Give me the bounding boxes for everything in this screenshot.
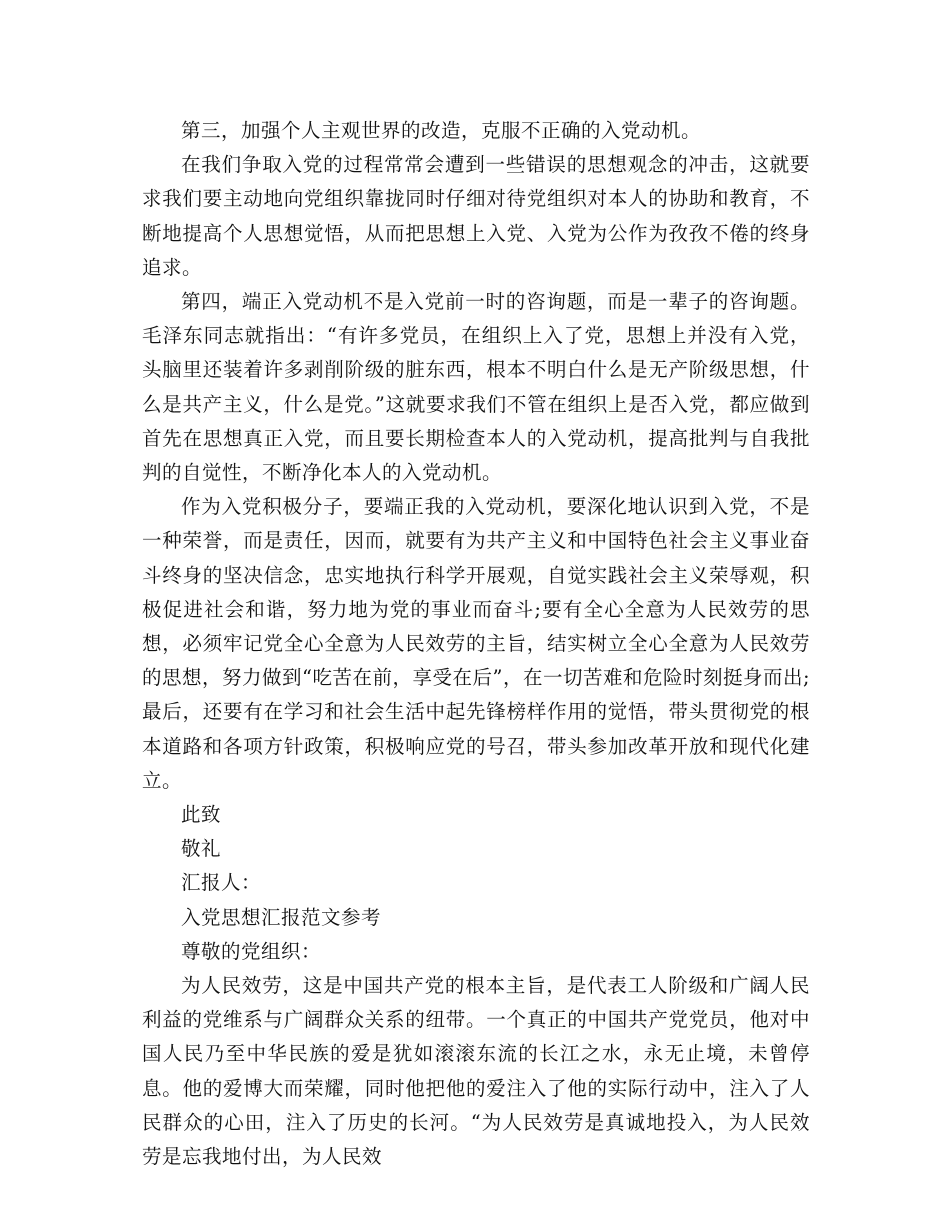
closing-salutation: 此致 — [181, 803, 222, 827]
paragraph-point-four: 第四，端正入党动机不是入党前一时的咨询题，而是一辈子的咨询题。毛泽东同志就指出：“有许多党员，在组织上入了党，思想上并没有入党，头脑里还装着许多剥削阶级的脏东西，根本不明白什么是无产阶级思想，什么是共产主义，什么是党。”这就要求我们不管在组织上是否入党，都应做到首先在思想真正入党，而且要长期检查本人的入党动机，提高批判与自我批判的自觉性，不断净化本人的入党动机。 — [142, 290, 810, 485]
greeting: 尊敬的党组织： — [181, 939, 322, 963]
section-title: 入党思想汇报范文参考 — [181, 905, 382, 929]
reporter-label: 汇报人： — [181, 871, 262, 895]
paragraph-struggle: 在我们争取入党的过程常常会遭到一些错误的思想观念的冲击，这就要求我们要主动地向党组织靠拢同时仔细对待党组织对本人的协助和教育，不断地提高个人思想觉悟，从而把思想上入党、入党为公作为孜孜不倦的终身追求。 — [142, 153, 810, 279]
paragraph-point-three: 第三，加强个人主观世界的改造，克服不正确的入党动机。 — [181, 119, 702, 142]
paragraph-serve-people: 为人民效劳，这是中国共产党的根本主旨，是代表工人阶级和广阔人民利益的党维系与广阔群众关系的纽带。一个真正的中国共产党党员，他对中国人民乃至中华民族的爱是犹如滚滚东流的长江之水，永无止境，未曾停息。他的爱博大而荣耀，同时他把他的爱注入了他的实际行动中，注入了人民群众的心田，注入了历史的长河。“为人民效劳是真诚地投入，为人民效劳是忘我地付出，为人民效 — [142, 974, 810, 1169]
document-body — [142, 114, 810, 1174]
closing-regards: 敬礼 — [181, 837, 222, 861]
paragraph-activist: 作为入党积极分子，要端正我的入党动机，要深化地认识到入党，不是一种荣誉，而是责任，因而，就要有为共产主义和中国特色社会主义事业奋斗终身的坚决信念，忠实地执行科学开展观，自觉实践社会主义荣辱观，积极促进社会和谐，努力地为党的事业而奋斗;要有全心全意为人民效劳的思想，必须牢记党全心全意为人民效劳的主旨，结实树立全心全意为人民效劳的思想，努力做到“吃苦在前，享受在后”，在一切苦难和危险时刻挺身而出;最后，还要有在学习和社会生活中起先锋榜样作用的觉悟，带头贯彻党的根本道路和各项方针政策，积极响应党的号召，带头参加改革开放和现代化建立。 — [142, 495, 811, 792]
